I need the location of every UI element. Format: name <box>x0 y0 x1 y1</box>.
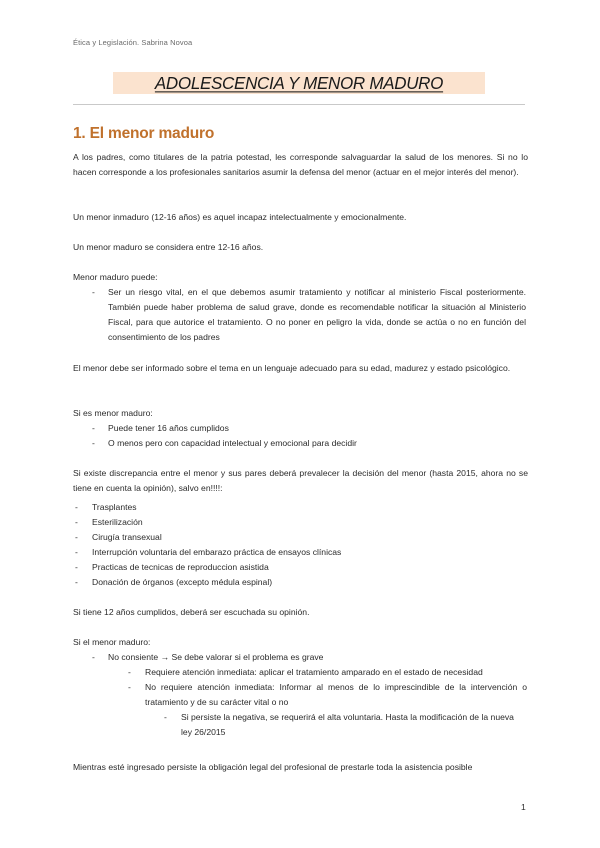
list-dash: - <box>75 562 78 572</box>
list-item: Esterilización <box>92 517 143 527</box>
list-dash: - <box>92 652 95 662</box>
list-dash: - <box>75 577 78 587</box>
list-item: Trasplantes <box>92 502 137 512</box>
list-dash: - <box>128 667 131 677</box>
paragraph-patria-potestad: A los padres, como titulares de la patria potestad, les corresponde salvaguardar la salud de los menores. Si no lo hacen corresponde a los profesionales sanitarios asumir la defensa del menor (actuar en el mejor interés del menor). <box>73 152 528 177</box>
list-item-no-consiente: No consiente → Se debe valorar si el problema es grave <box>108 652 324 662</box>
list-item: Donación de órganos (excepto médula espinal) <box>92 577 273 587</box>
paragraph-discrepancia: Si existe discrepancia entre el menor y sus pares deberá prevalecer la decisión del menor (hasta 2015, ahora no se tiene en cuenta la opinión), salvo en!!!!: <box>73 468 528 493</box>
title-divider <box>73 104 525 105</box>
list-dash: - <box>92 423 95 433</box>
running-head: Ética y Legislación. Sabrina Novoa <box>73 38 193 47</box>
list-dash: - <box>75 547 78 557</box>
list-dash: - <box>164 712 167 722</box>
paragraph-informacion: El menor debe ser informado sobre el tema en un lenguaje adecuado para su edad, madurez y estado psicológico. <box>73 363 511 373</box>
section-heading: 1. El menor maduro <box>73 125 215 142</box>
list-item-no-requiere-atencion: No requiere atención inmediata: Informar al menos de lo imprescindible de la intervención o tratamiento y de su carácter vital o no <box>145 682 527 707</box>
paragraph-si-el-menor-maduro: Si el menor maduro: <box>73 637 151 647</box>
paragraph-ingresado: Mientras esté ingresado persiste la obligación legal del profesional de prestarle toda la asistencia posible <box>73 762 473 772</box>
list-item-alta-voluntaria: Si persiste la negativa, se requerirá el alta voluntaria. Hasta la modificación de la nueva ley 26/2015 <box>181 712 514 737</box>
list-item: Cirugía transexual <box>92 532 162 542</box>
list-item: O menos pero con capacidad intelectual y emocional para decidir <box>108 438 357 448</box>
list-item: Interrupción voluntaria del embarazo práctica de ensayos clínicas <box>92 547 342 557</box>
paragraph-menor-inmaduro: Un menor inmaduro (12-16 años) es aquel incapaz intelectualmente y emocionalmente. <box>73 212 407 222</box>
list-dash: - <box>75 502 78 512</box>
paragraph-menor-maduro-edad: Un menor maduro se considera entre 12-16 años. <box>73 242 264 252</box>
list-dash: - <box>128 682 131 692</box>
list-dash: - <box>75 532 78 542</box>
list-dash: - <box>75 517 78 527</box>
list-dash: - <box>92 438 95 448</box>
page-number: 1 <box>521 802 526 812</box>
list-item: Practicas de tecnicas de reproduccion asistida <box>92 562 269 572</box>
list-item-requiere-atencion: Requiere atención inmediata: aplicar el tratamiento amparado en el estado de necesidad <box>145 667 483 677</box>
paragraph-si-es-menor-maduro: Si es menor maduro: <box>73 408 153 418</box>
list-item: Puede tener 16 años cumplidos <box>108 423 229 433</box>
list-dash: - <box>92 287 95 297</box>
list-item-riesgo-vital: Ser un riesgo vital, en el que debemos asumir tratamiento y notificar al ministerio Fiscal posteriormente. También puede haber problema de salud grave, donde es recomendable notificar la situación al Ministerio Fiscal, para que autorice el tratamiento. O no poner en peligro la vida, donde se actúa o no en función del consentimiento de los padres <box>108 287 526 342</box>
paragraph-12-anos: Si tiene 12 años cumplidos, deberá ser escuchada su opinión. <box>73 607 310 617</box>
document-title: ADOLESCENCIA Y MENOR MADURO <box>154 73 444 94</box>
paragraph-menor-maduro-puede: Menor maduro puede: <box>73 272 158 282</box>
title-highlight <box>113 72 485 94</box>
